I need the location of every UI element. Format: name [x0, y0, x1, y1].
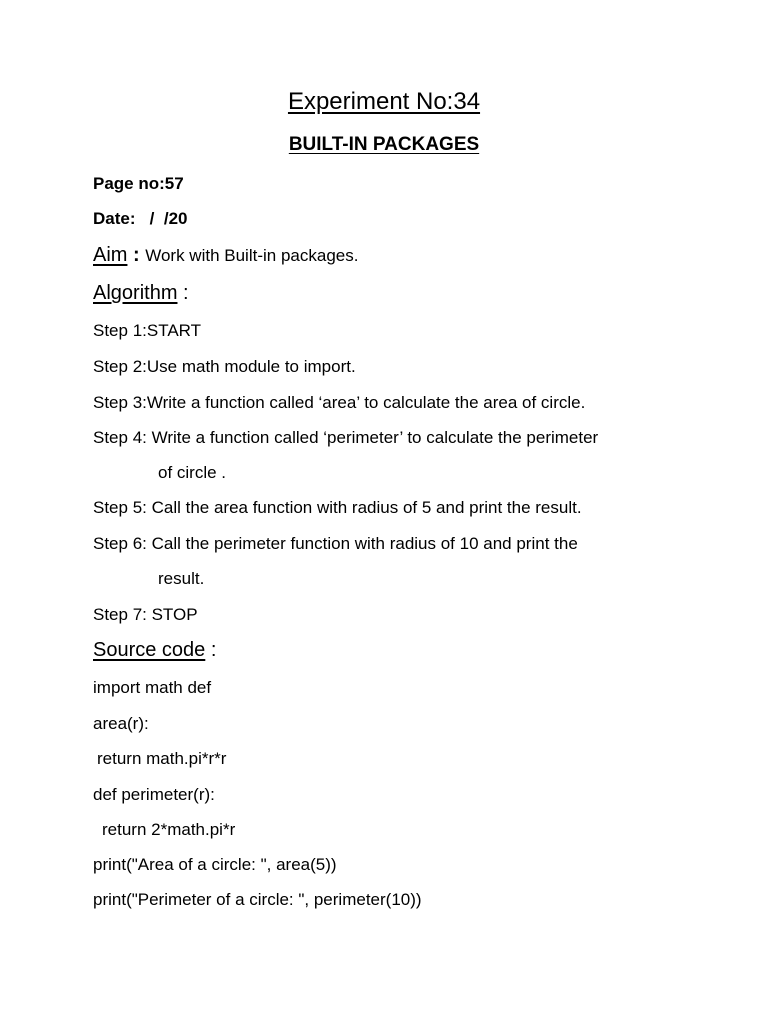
code-line: return 2*math.pi*r [102, 820, 236, 839]
code-line: print("Perimeter of a circle: ", perimeter(10)) [93, 890, 422, 909]
code-line: area(r): [93, 714, 149, 733]
algorithm-step: Step 2:Use math module to import. [93, 357, 356, 376]
code-line: def perimeter(r): [93, 785, 215, 804]
algorithm-colon: : [177, 282, 189, 304]
source-code-colon: : [205, 639, 217, 661]
algorithm-step: Step 4: Write a function called ‘perimeter’ to calculate the perimeter [93, 428, 599, 447]
aim-colon: : [127, 244, 146, 266]
algorithm-step: Step 1:START [93, 321, 202, 340]
algorithm-step-continuation: result. [158, 569, 205, 588]
source-code-heading-line [93, 639, 216, 662]
algorithm-step-continuation: of circle . [158, 463, 227, 482]
experiment-title: Experiment No:34 [287, 88, 481, 115]
date-field: Date: / /20 [93, 209, 188, 228]
aim-line [93, 244, 358, 267]
code-line: import math def [93, 678, 212, 697]
algorithm-heading: Algorithm [93, 282, 178, 304]
algorithm-step: Step 6: Call the perimeter function with radius of 10 and print the [93, 534, 578, 553]
code-line: return math.pi*r*r [97, 749, 227, 768]
aim-text: Work with Built-in packages. [145, 246, 359, 265]
algorithm-step: Step 3:Write a function called ‘area’ to calculate the area of circle. [93, 393, 586, 412]
algorithm-step: Step 7: STOP [93, 605, 198, 624]
aim-heading: Aim [93, 244, 128, 266]
code-line: print("Area of a circle: ", area(5)) [93, 855, 337, 874]
page-number: Page no:57 [93, 174, 184, 193]
algorithm-step: Step 5: Call the area function with radius of 5 and print the result. [93, 498, 582, 517]
section-subtitle: BUILT-IN PACKAGES [288, 134, 480, 155]
source-code-heading: Source code [93, 639, 206, 661]
algorithm-heading-line [93, 282, 189, 305]
